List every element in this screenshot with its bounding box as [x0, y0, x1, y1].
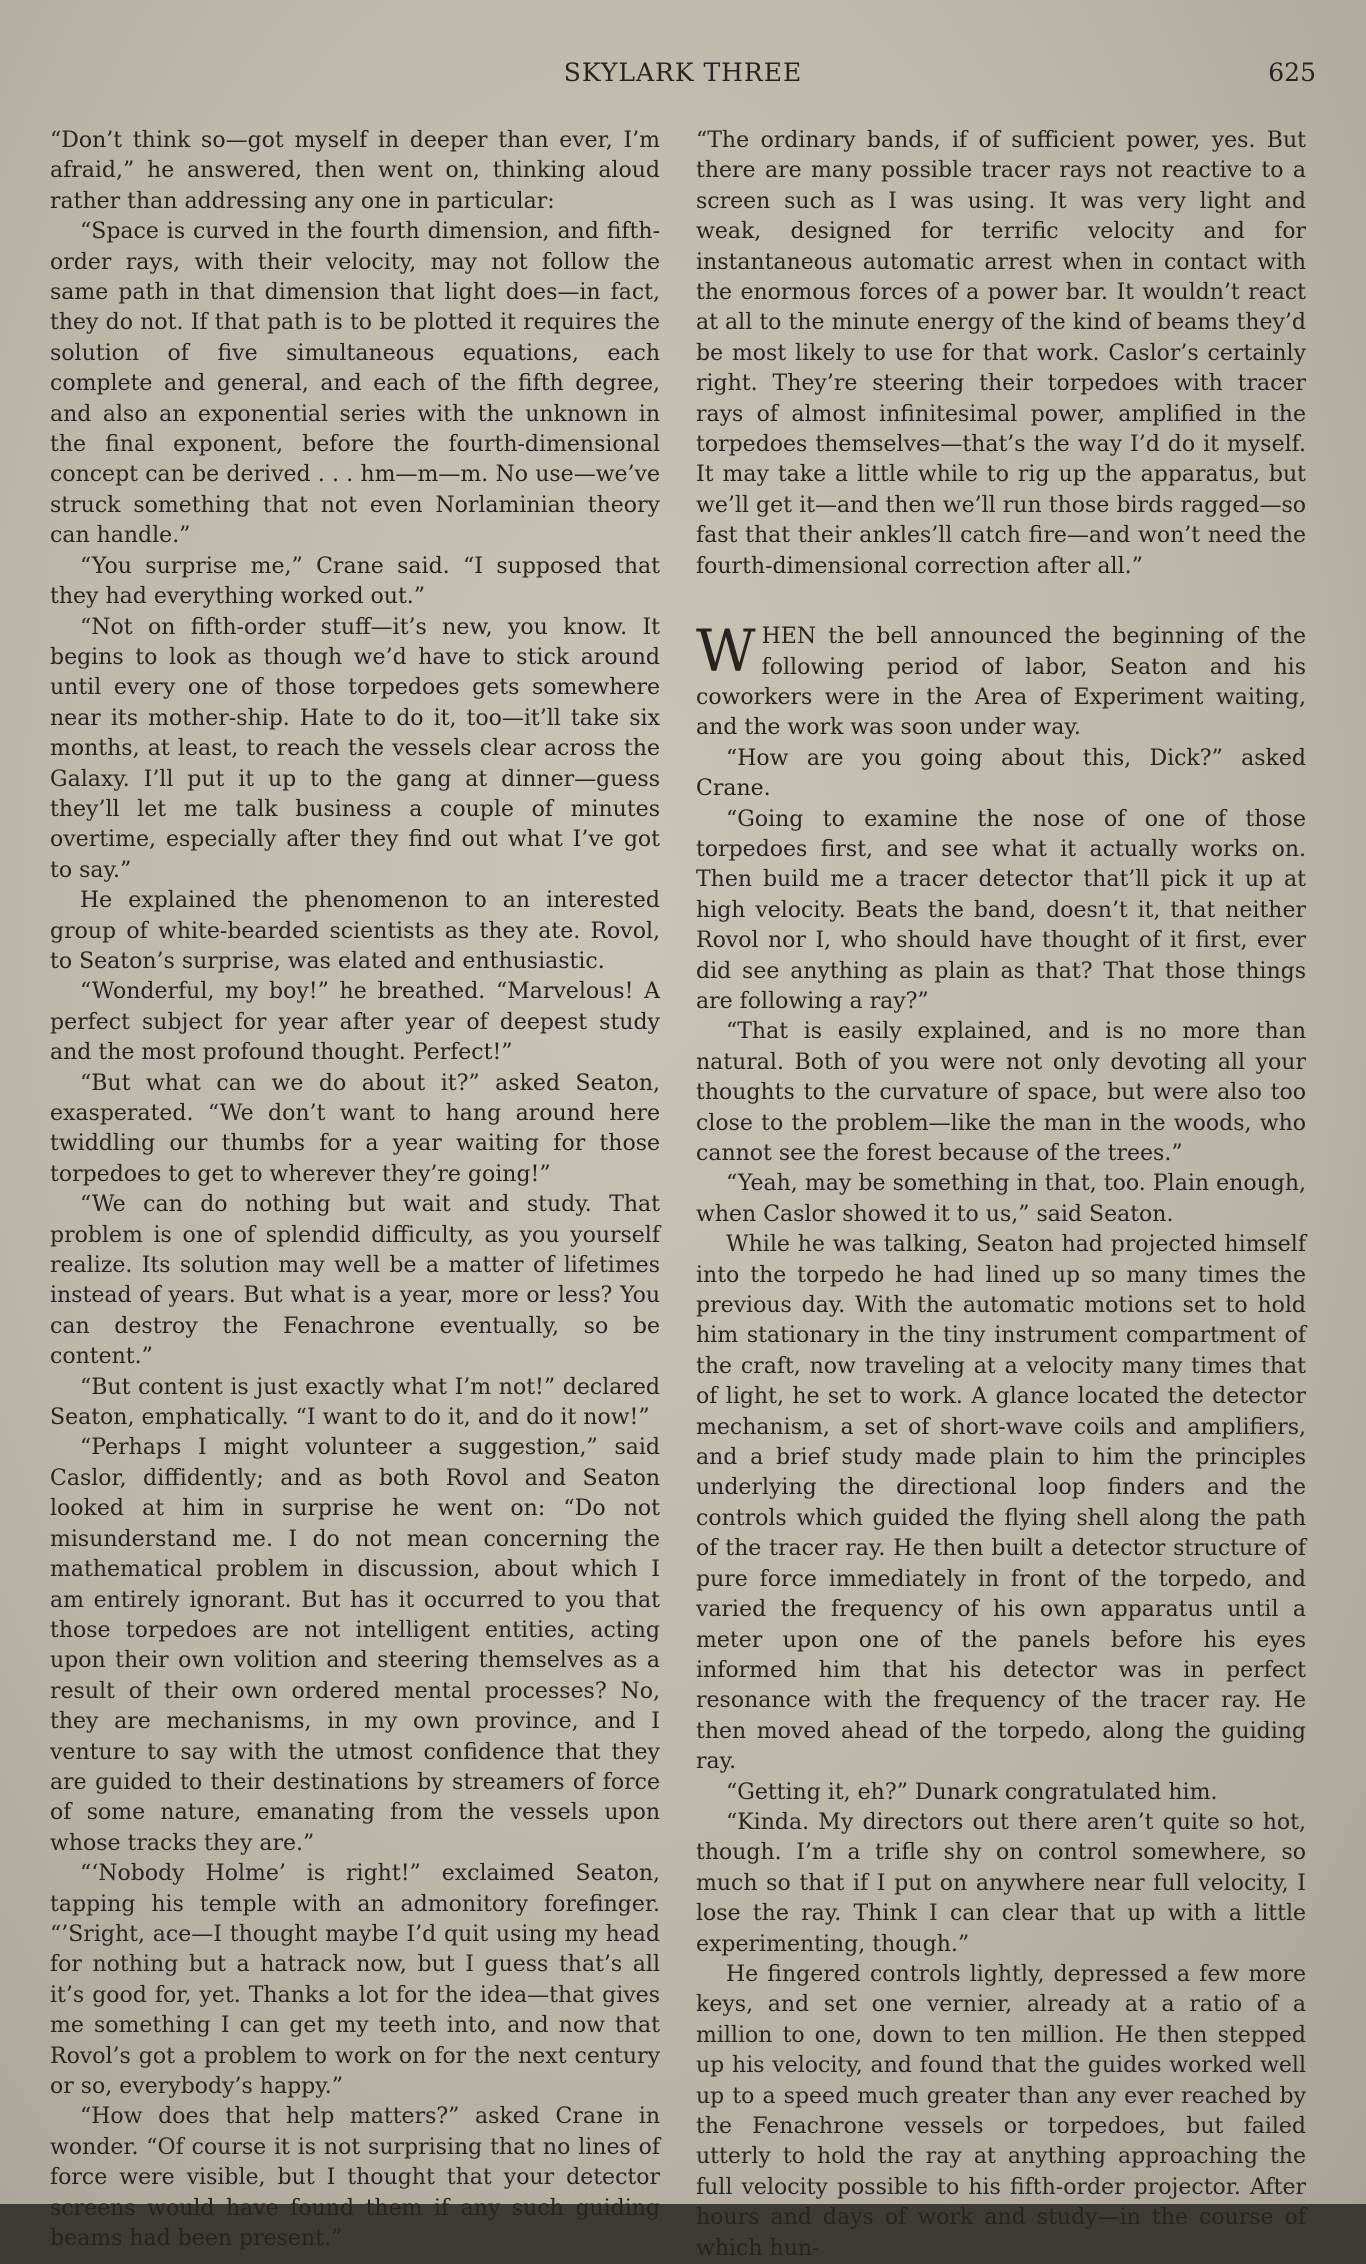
paragraph: “Kinda. My directors out there aren’t quite so hot, though. I’m a trifle shy on control somewhere, so much so that if I put on anywhere near full velocity, I lose the ray. Think I can clear that up with a little experimenting, though.”	[696, 1809, 1306, 1957]
left-column	[50, 126, 660, 2254]
paragraph: He explained the phenomenon to an interested group of white-bearded scientists as they ate. Rovol, to Seaton’s surprise, was elated and enthusiastic.	[50, 888, 660, 974]
paragraph: “Getting it, eh?” Dunark congratulated him.	[726, 1779, 1218, 1805]
right-column	[696, 126, 1306, 2264]
page-number: 625	[1268, 58, 1316, 87]
section-opening-paragraph	[696, 617, 1306, 744]
paragraph: “How are you going about this, Dick?” asked Crane.	[696, 745, 1306, 802]
paragraph: “That is easily explained, and is no more than natural. Both of you were not only devoting all your thoughts to the curvature of space, but were also too close to the problem—like the man in the woods, who cannot see the forest because of the trees.”	[696, 1019, 1306, 1166]
paragraph: “Yeah, may be something in that, too. Plain enough, when Caslor showed it to us,” said Seaton.	[696, 1171, 1306, 1227]
paragraph: “Perhaps I might volunteer a suggestion,” said Caslor, diffidently; and as both Rovol and Seaton looked at him in surprise he went on: “Do not misunderstand me. I do not mean concerning the mathematical problem in discussion, about which I am entirely ignorant. But has it occurred to you that those torpedoes are not intelligent entities, acting upon their own volition and steering themselves as a result of their own ordered mental processes? No, they are mechanisms, in my own province, and I venture to say with the utmost confidence that they are guided to their destinations by streamers of force of some nature, emanating from the vessels upon whose tracks they are.”	[50, 1435, 660, 1856]
page-header	[0, 58, 1366, 98]
paragraph: While he was talking, Seaton had projected himself into the torpedo he had lined up so many times the previous day. With the automatic motions set to hold him stationary in the tiny instrument compartment of the craft, now traveling at a velocity many times that of light, he set to work. A glance located the detector mechanism, a set of short-wave coils and amplifiers, and a brief study made plain to him the principles underlying the directional loop finders and the controls which guided the flying shell along the path of the tracer ray. He then built a detector structure of pure force immediately in front of the torpedo, and varied the frequency of his own apparatus until a meter upon one of the panels before his eyes informed him that his detector was in perfect resonance with the frequency of the tracer ray. He then moved ahead of the torpedo, along the guiding ray.	[696, 1232, 1306, 1775]
paragraph: “Space is curved in the fourth dimension, and fifth-order rays, with their velocity, may not follow the same path in that dimension that light does—in fact, they do not. If that path is to be plotted it requires the solution of five simultaneous equations, each complete and general, and each of the fifth degree, and also an exponential series with the unknown in the final exponent, before the fourth-dimensional concept can be derived . . . hm—m—m. No use—we’ve struck something that not even Norlaminian theory can handle.”	[50, 219, 660, 549]
drop-cap: W	[696, 617, 756, 686]
paragraph: “But what can we do about it?” asked Seaton, exasperated. “We don’t want to hang around here twiddling our thumbs for a year waiting for those torpedoes to get to wherever they’re going!”	[50, 1070, 660, 1187]
paragraph: “Wonderful, my boy!” he breathed. “Marvelous! A perfect subject for year after year of deepest study and the most profound thought. Perfect!”	[50, 979, 660, 1066]
paragraph: “You surprise me,” Crane said. “I supposed that they had everything worked out.”	[50, 553, 660, 610]
paragraph: “Going to examine the nose of one of those torpedoes first, and see what it actually works on. Then build me a tracer detector that’ll pick it up at high velocity. Beats the band, doesn’t it, that neither Rovol nor I, who should have thought of it first, ever did see anything as plain as that? That those things are following a ray?”	[696, 806, 1306, 1014]
paragraph: “But content is just exactly what I’m not!” declared Seaton, emphatically. “I want to do it, and do it now!”	[50, 1374, 660, 1431]
paragraph: “‘Nobody Holme’ is right!” exclaimed Seaton, tapping his temple with an admonitory forefinger. “’Sright, ace—I thought maybe I’d quit using my head for nothing but a hatrack now, but I guess that’s all it’s good for, yet. Thanks a lot for the idea—that gives me something I can get my teeth into, and now that Rovol’s got a problem to work on for the next century or so, everybody’s happy.”	[50, 1861, 660, 2099]
paragraph: “How does that help matters?” asked Crane in wonder. “Of course it is not surprising that no lines of force were visible, but I thought that your detector screens would have found them if any such guiding beams had been present.”	[50, 2104, 660, 2252]
section-opening-text: HEN the bell announced the beginning of the following period of labor, Seaton and his coworkers were in the Area of Experiment waiting, and the work was soon under way.	[696, 624, 1306, 741]
running-title: SKYLARK THREE	[563, 58, 803, 87]
paragraph: “The ordinary bands, if of sufficient power, yes. But there are many possible tracer rays not reactive to a screen such as I was using. It was very light and weak, designed for terrific velocity and for instantaneous automatic arrest when in contact with the enormous forces of a power bar. It wouldn’t react at all to the minute energy of the kind of beams they’d be most likely to use for that work. Caslor’s certainly right. They’re steering their torpedoes with tracer rays of almost infinitesimal power, amplified in the torpedoes themselves—that’s the way I’d do it myself. It may take a little while to rig up the apparatus, but we’ll get it—and then we’ll run those birds ragged—so fast that their ankles’ll catch fire—and won’t need the fourth-dimensional correction after all.”	[696, 128, 1306, 579]
paragraph: “Don’t think so—got myself in deeper than ever, I’m afraid,” he answered, then went on, thinking aloud rather than addressing any one in particular:	[50, 128, 660, 214]
right-column-rest	[696, 744, 1306, 2264]
paragraph: “We can do nothing but wait and study. That problem is one of splendid difficulty, as you yourself realize. Its solution may well be a matter of lifetimes instead of years. But what is a year, more or less? You can destroy the Fenachrone eventually, so be content.”	[50, 1192, 660, 1370]
right-column-top	[696, 126, 1306, 582]
paragraph: He fingered controls lightly, depressed a few more keys, and set one vernier, already at a ratio of a million to one, down to ten million. He then stepped up his velocity, and found that the guides worked well up to a speed much greater than any ever reached by the Fenachrone vessels or torpedoes, but failed utterly to hold the ray at anything approaching the full velocity possible to his fifth-order projector. After hours and days of work and study—in the course of which hun-	[696, 1961, 1306, 2261]
paragraph: “Not on fifth-order stuff—it’s new, you know. It begins to look as though we’d have to stick around until every one of those torpedoes gets somewhere near its mother-ship. Hate to do it, too—it’ll take six months, at least, to reach the vessels clear across the Galaxy. I’ll put it up to the gang at dinner—guess they’ll let me talk business a couple of minutes overtime, especially after they find out what I’ve got to say.”	[50, 614, 660, 883]
